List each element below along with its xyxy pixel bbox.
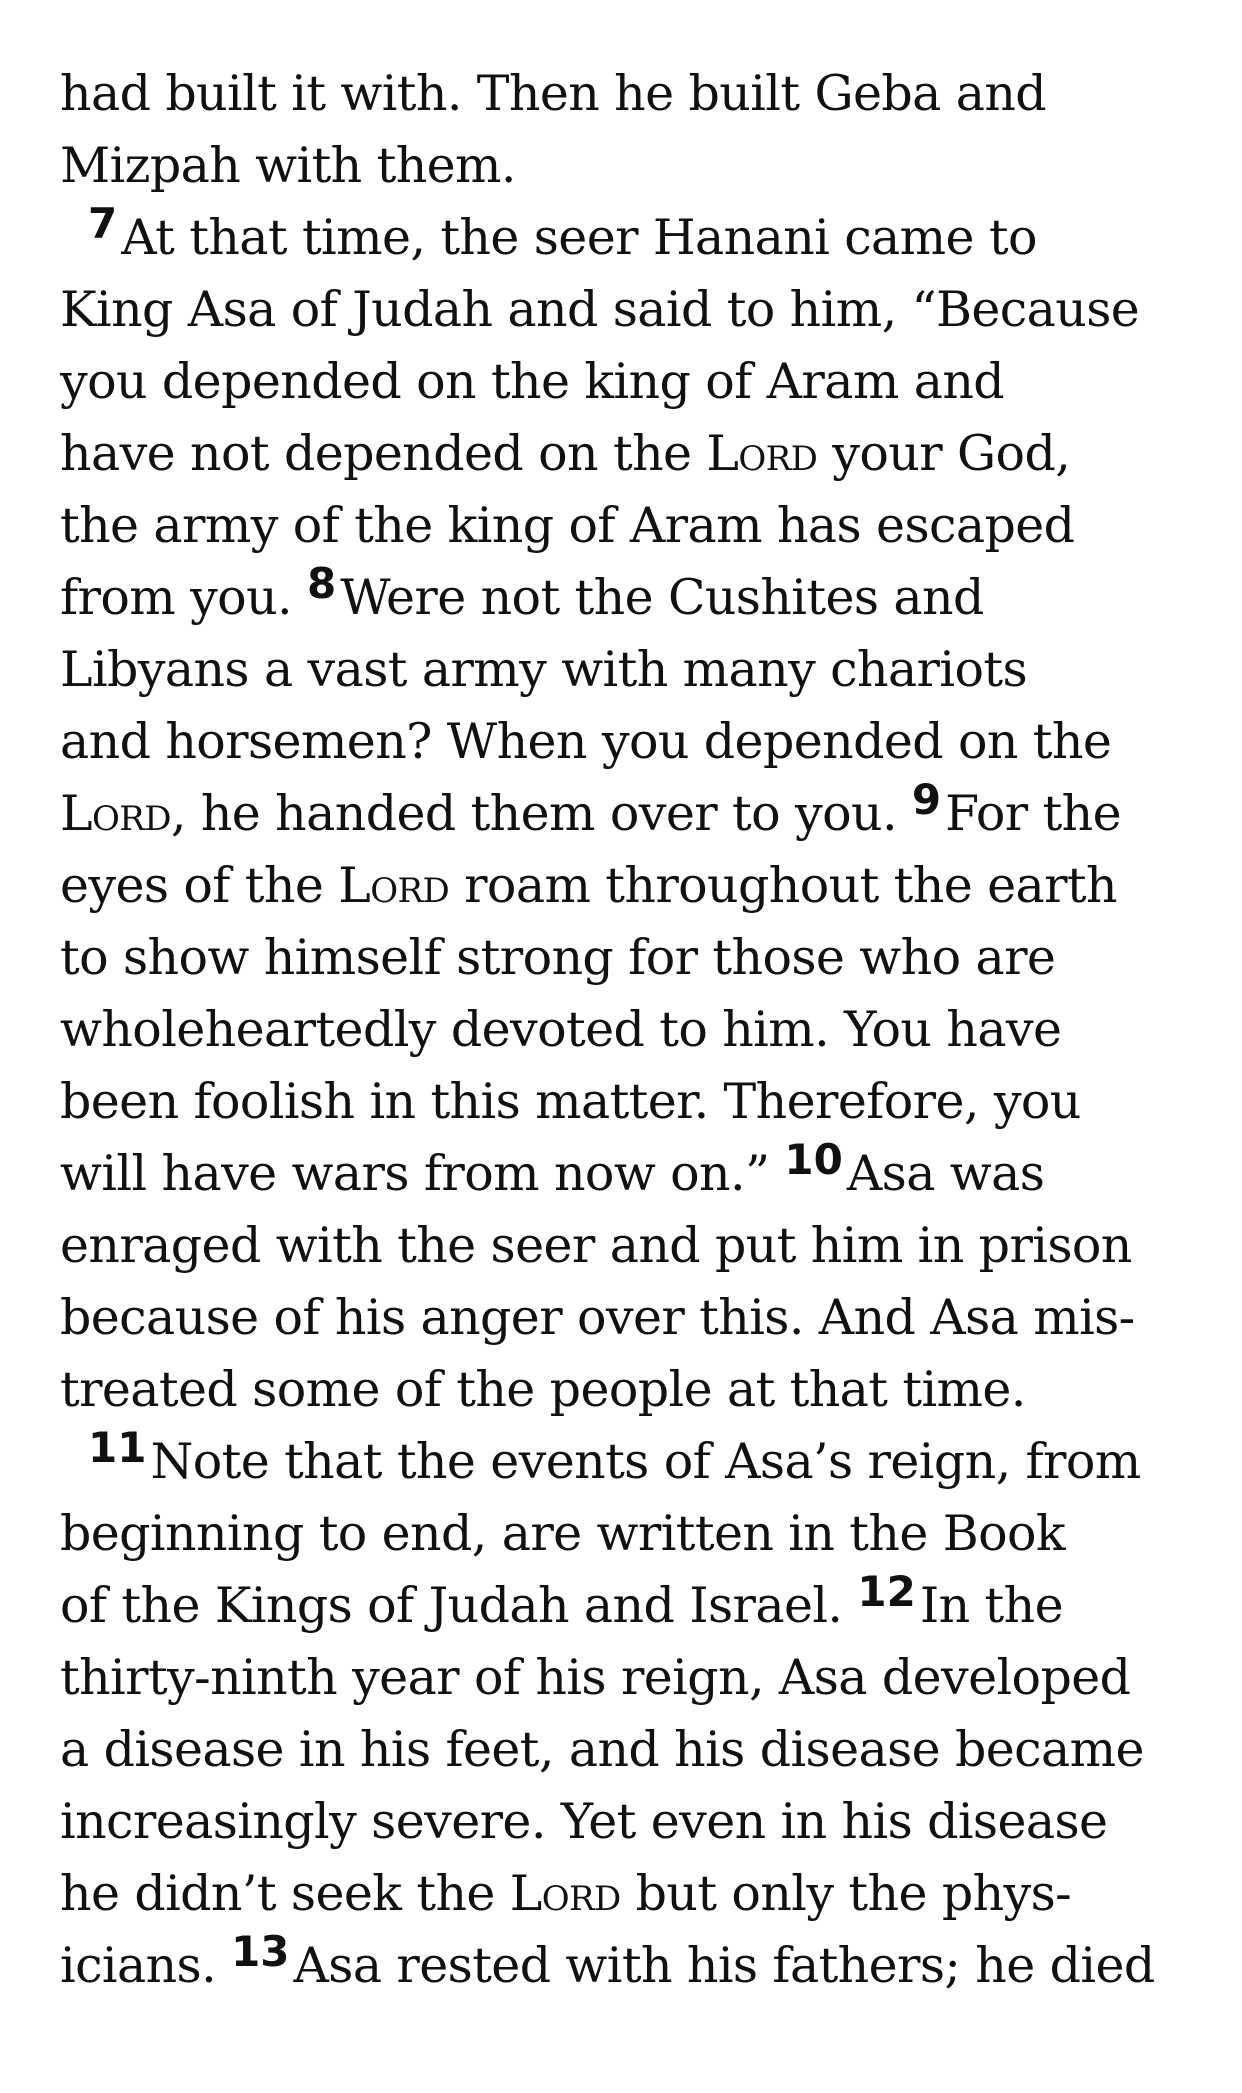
- text-segment: For the: [945, 785, 1122, 842]
- text-segment: he didn’t seek the: [60, 1865, 510, 1922]
- text-line: Libyans a vast army with many chariots: [60, 641, 1027, 698]
- text-line: increasingly severe. Yet even in his disease: [60, 1793, 1108, 1850]
- text-line: had built it with. Then he built Geba and: [60, 65, 1047, 122]
- verse-number: 10: [784, 1135, 843, 1184]
- text-line: Mizpah with them.: [60, 137, 516, 194]
- verse-number: 11: [88, 1423, 147, 1472]
- verse-number: 9: [911, 775, 942, 824]
- text-line: [60, 1567, 1200, 1642]
- text-line: [60, 418, 1200, 490]
- text-segment: Asa rested with his fathers; he died: [293, 1937, 1155, 1994]
- text-line: wholeheartedly devoted to him. You have: [60, 1001, 1062, 1058]
- text-line: been foolish in this matter. Therefore, you: [60, 1073, 1081, 1130]
- text-segment: icians.: [60, 1937, 232, 1994]
- text-line: and horsemen? When you depended on the: [60, 713, 1112, 770]
- text-line: to show himself strong for those who are: [60, 929, 1056, 986]
- text-line: the army of the king of Aram has escaped: [60, 497, 1075, 554]
- divine-name: Lord: [338, 857, 450, 914]
- verse-text: At that time, the seer Hanani came to: [121, 209, 1037, 266]
- text-line: you depended on the king of Aram and: [60, 353, 1005, 410]
- divine-name: Lord: [60, 785, 171, 842]
- verse-number: 8: [307, 559, 337, 608]
- text-line: because of his anger over this. And Asa mis-: [60, 1289, 1135, 1346]
- text-line: beginning to end, are written in the Book: [60, 1505, 1066, 1562]
- text-line: [60, 1858, 1200, 1930]
- text-line: [60, 850, 1200, 922]
- text-line: [60, 559, 1200, 634]
- text-line: treated some of the people at that time.: [60, 1361, 1026, 1418]
- text-segment: of the Kings of Judah and Israel.: [60, 1577, 858, 1634]
- verse-number: 13: [231, 1927, 290, 1976]
- text-line: [60, 1135, 1200, 1210]
- text-segment: roam throughout the earth: [449, 857, 1117, 914]
- text-line: [60, 775, 1200, 850]
- text-segment: eyes of the: [60, 857, 339, 914]
- text-line: King Asa of Judah and said to him, “Because: [60, 281, 1140, 338]
- text-line: enraged with the seer and put him in prison: [60, 1217, 1132, 1274]
- scripture-page: [60, 58, 1200, 2002]
- text-segment: but only the phys-: [620, 1865, 1072, 1922]
- text-segment: In the: [919, 1577, 1063, 1634]
- verse-number: 7: [88, 199, 118, 248]
- verse-number: 12: [857, 1567, 916, 1616]
- text-line: a disease in his feet, and his disease became: [60, 1721, 1144, 1778]
- divine-name: Lord: [509, 1865, 621, 1922]
- verse-text: Note that the events of Asa’s reign, from: [150, 1433, 1141, 1490]
- text-segment: have not depended on the: [60, 425, 707, 482]
- text-segment: Were not the Cushites and: [340, 569, 984, 626]
- text-segment: Asa was: [846, 1145, 1045, 1202]
- divine-name: Lord: [706, 425, 818, 482]
- text-segment: , he handed them over to you.: [170, 785, 912, 842]
- verse-11-line: [60, 1423, 1200, 1498]
- text-segment: will have wars from now on.”: [60, 1145, 785, 1202]
- text-segment: from you.: [60, 569, 307, 626]
- text-segment: your God,: [817, 425, 1071, 482]
- verse-7-line: [60, 199, 1200, 274]
- text-line: thirty-ninth year of his reign, Asa developed: [60, 1649, 1131, 1706]
- text-line: [60, 1927, 1200, 2002]
